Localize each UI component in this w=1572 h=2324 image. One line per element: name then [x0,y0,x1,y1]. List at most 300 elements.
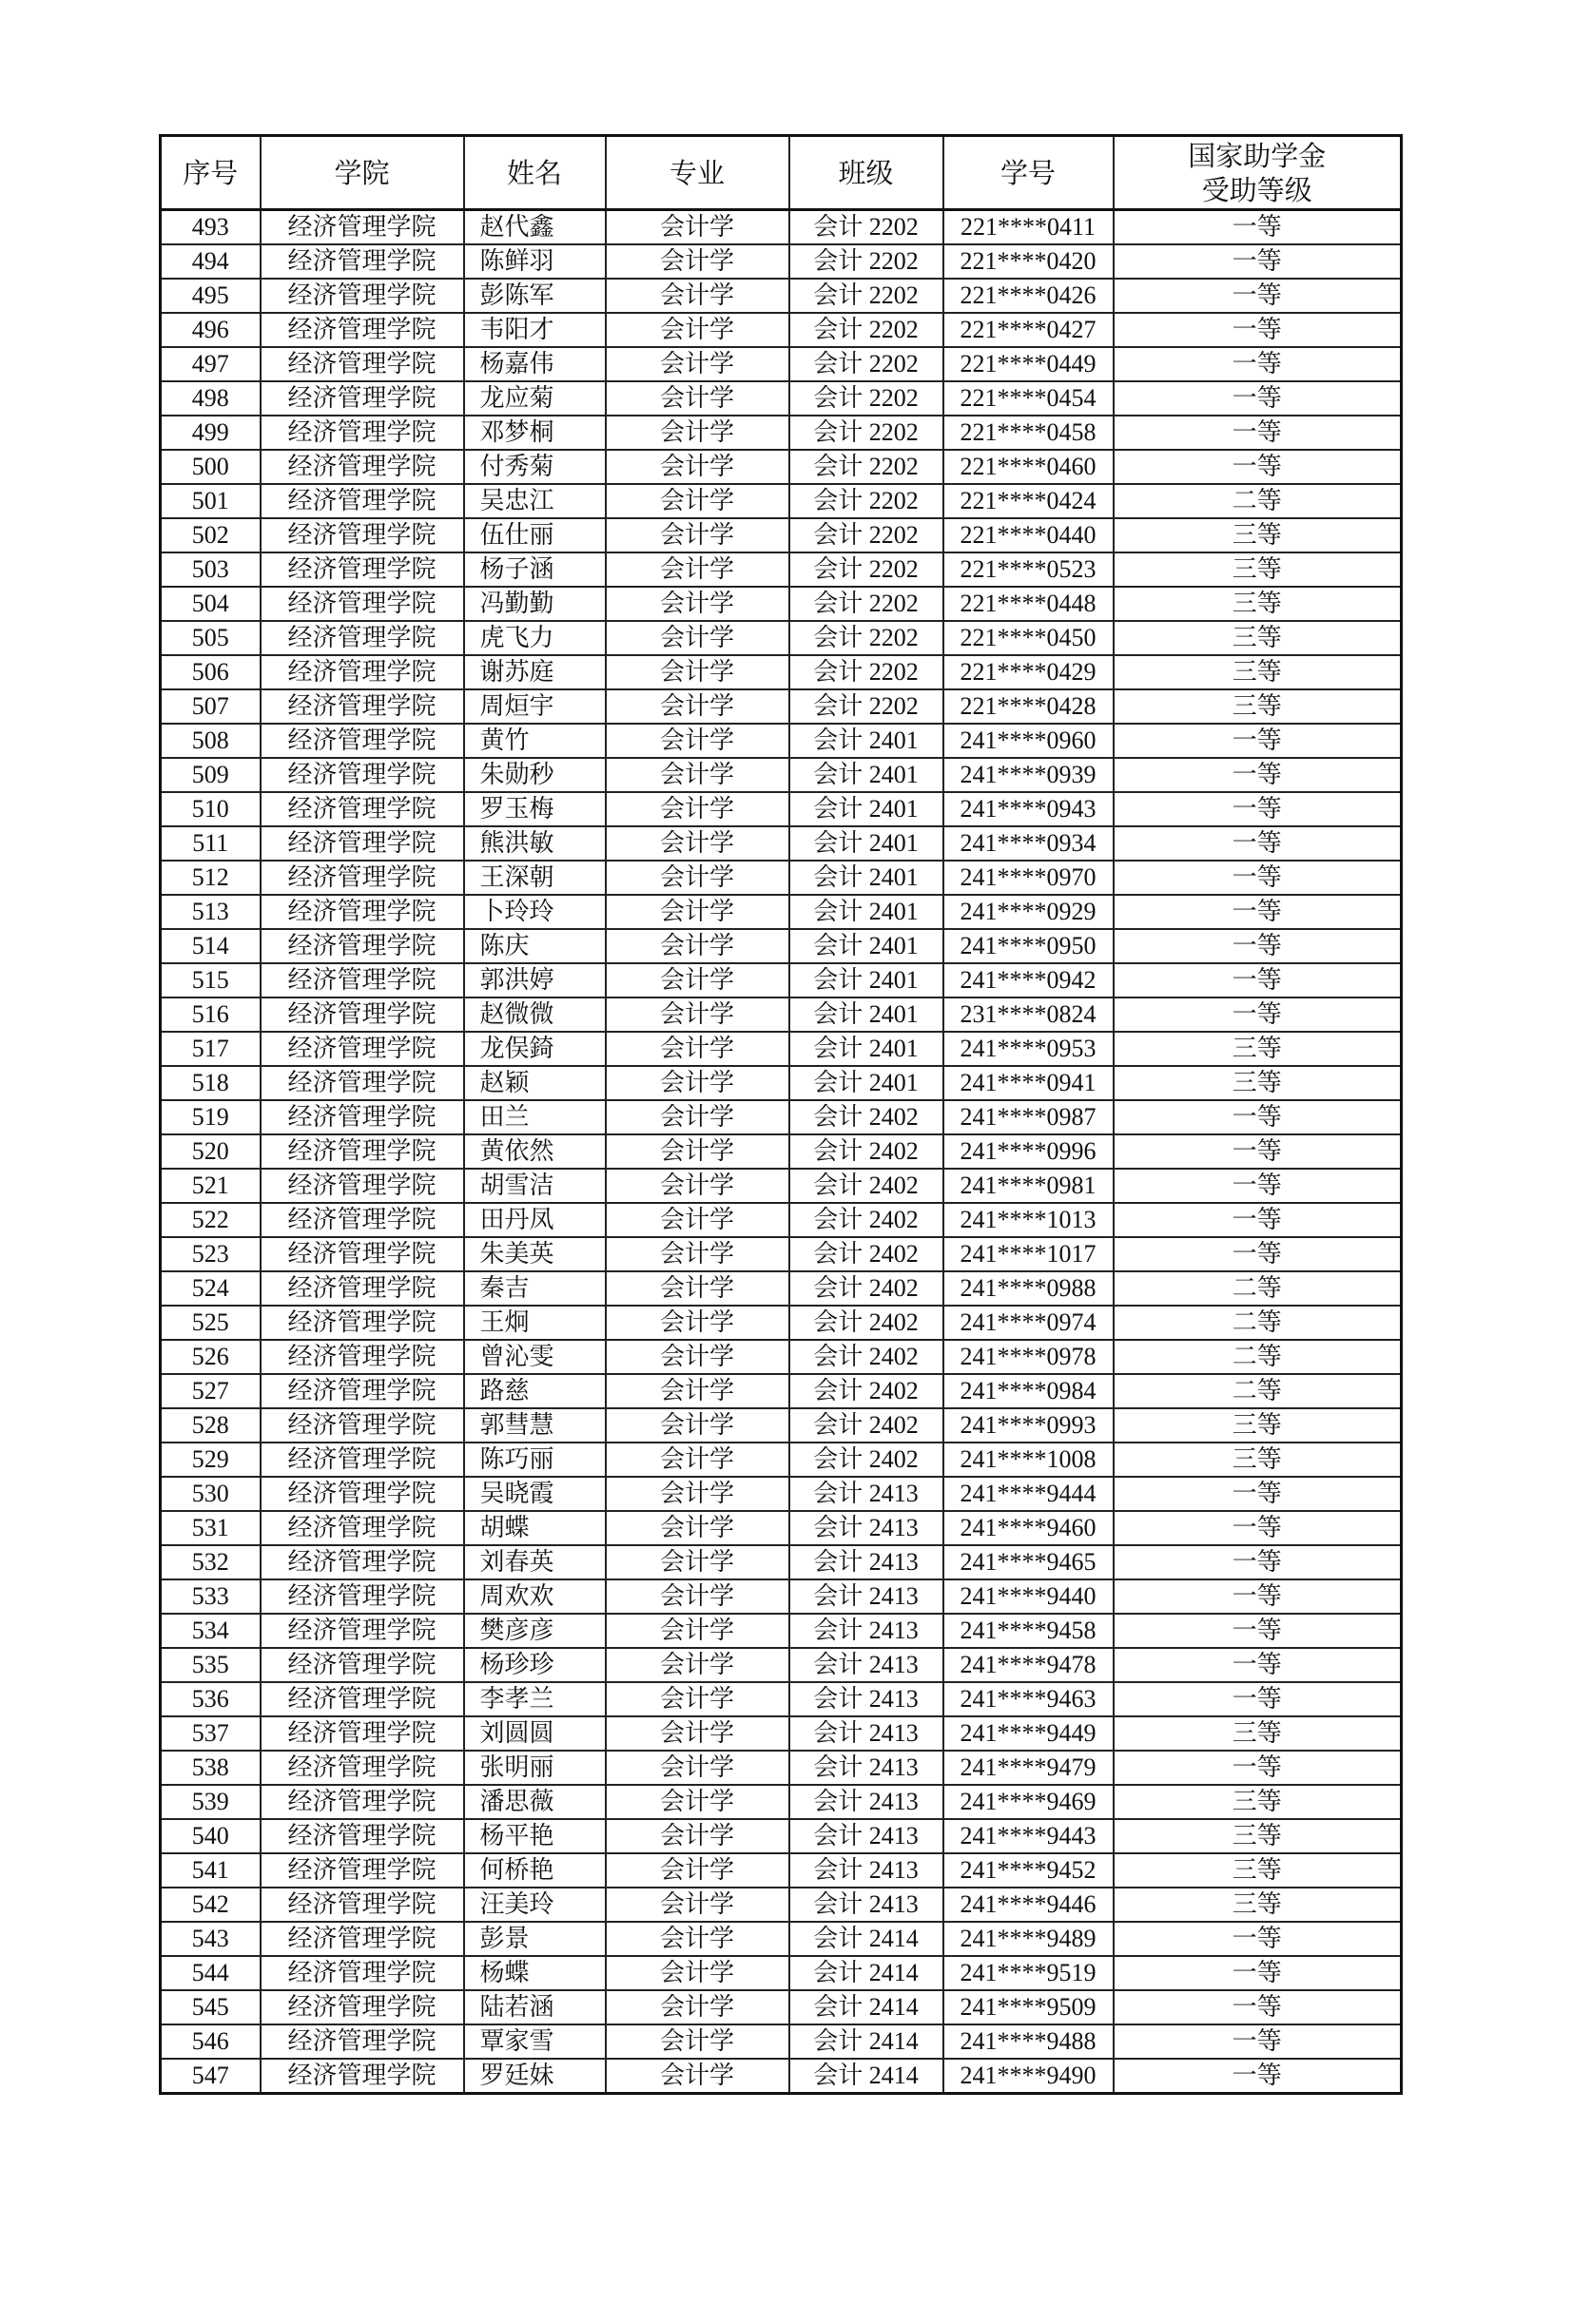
cell-no: 527 [161,1374,261,1408]
table-row [161,1066,1402,1100]
cell-college: 经济管理学院 [261,1203,464,1237]
cell-name: 陈鲜羽 [464,244,606,279]
cell-no: 507 [161,689,261,724]
cell-class: 会计 2402 [789,1237,943,1271]
cell-college: 经济管理学院 [261,1134,464,1169]
cell-no: 530 [161,1477,261,1511]
table-row [161,587,1402,621]
cell-no: 520 [161,1134,261,1169]
table-row [161,313,1402,347]
table-row [161,929,1402,963]
cell-student-id: 241****9449 [943,1716,1114,1751]
cell-student-id: 241****0981 [943,1169,1114,1203]
cell-grade: 二等 [1114,1306,1402,1340]
cell-class: 会计 2402 [789,1271,943,1306]
cell-name: 杨珍珍 [464,1648,606,1682]
cell-college: 经济管理学院 [261,1682,464,1716]
cell-college: 经济管理学院 [261,997,464,1032]
cell-major: 会计学 [606,2059,789,2094]
cell-grade: 一等 [1114,1682,1402,1716]
cell-class: 会计 2401 [789,861,943,895]
cell-name: 熊洪敏 [464,826,606,861]
cell-class: 会计 2202 [789,210,943,245]
cell-student-id: 241****1017 [943,1237,1114,1271]
cell-name: 虎飞力 [464,621,606,655]
cell-class: 会计 2413 [789,1716,943,1751]
table-row [161,1888,1402,1922]
cell-student-id: 241****0942 [943,963,1114,997]
cell-grade: 一等 [1114,1100,1402,1134]
cell-major: 会计学 [606,1819,789,1853]
cell-student-id: 241****0941 [943,1066,1114,1100]
cell-name: 刘圆圆 [464,1716,606,1751]
cell-name: 谢苏庭 [464,655,606,689]
header-major: 专业 [606,136,789,210]
cell-name: 路慈 [464,1374,606,1408]
cell-no: 510 [161,792,261,826]
cell-class: 会计 2413 [789,1682,943,1716]
cell-no: 495 [161,279,261,313]
cell-major: 会计学 [606,1408,789,1443]
cell-college: 经济管理学院 [261,1579,464,1614]
cell-class: 会计 2402 [789,1306,943,1340]
cell-college: 经济管理学院 [261,1819,464,1853]
cell-class: 会计 2413 [789,1545,943,1579]
cell-major: 会计学 [606,1443,789,1477]
cell-grade: 一等 [1114,1614,1402,1648]
table-row [161,1614,1402,1648]
cell-college: 经济管理学院 [261,1340,464,1374]
cell-college: 经济管理学院 [261,552,464,587]
cell-no: 502 [161,518,261,552]
cell-college: 经济管理学院 [261,587,464,621]
cell-name: 黄依然 [464,1134,606,1169]
cell-name: 周烜宇 [464,689,606,724]
cell-major: 会计学 [606,758,789,792]
table-row [161,210,1402,245]
cell-college: 经济管理学院 [261,484,464,518]
cell-no: 543 [161,1922,261,1956]
cell-major: 会计学 [606,1751,789,1785]
table-row [161,416,1402,450]
table-row [161,1306,1402,1340]
cell-student-id: 221****0454 [943,381,1114,416]
cell-college: 经济管理学院 [261,1477,464,1511]
cell-student-id: 241****9519 [943,1956,1114,1990]
cell-grade: 一等 [1114,2024,1402,2059]
cell-grade: 一等 [1114,450,1402,484]
cell-major: 会计学 [606,244,789,279]
cell-class: 会计 2413 [789,1477,943,1511]
cell-major: 会计学 [606,997,789,1032]
cell-major: 会计学 [606,1032,789,1066]
cell-major: 会计学 [606,279,789,313]
cell-grade: 一等 [1114,724,1402,758]
table-row [161,1853,1402,1888]
cell-no: 528 [161,1408,261,1443]
cell-name: 韦阳才 [464,313,606,347]
cell-name: 杨蝶 [464,1956,606,1990]
cell-class: 会计 2413 [789,1853,943,1888]
table-row [161,1990,1402,2024]
table-row [161,861,1402,895]
cell-no: 514 [161,929,261,963]
cell-major: 会计学 [606,1648,789,1682]
table-row [161,1237,1402,1271]
cell-grade: 一等 [1114,1169,1402,1203]
cell-college: 经济管理学院 [261,1751,464,1785]
cell-major: 会计学 [606,963,789,997]
cell-college: 经济管理学院 [261,1545,464,1579]
cell-college: 经济管理学院 [261,1511,464,1545]
cell-grade: 一等 [1114,2059,1402,2094]
cell-major: 会计学 [606,1716,789,1751]
cell-grade: 二等 [1114,1271,1402,1306]
cell-student-id: 241****0974 [943,1306,1114,1340]
cell-grade: 一等 [1114,929,1402,963]
cell-name: 龙应菊 [464,381,606,416]
cell-grade: 一等 [1114,1956,1402,1990]
cell-name: 邓梦桐 [464,416,606,450]
table-row [161,621,1402,655]
cell-class: 会计 2202 [789,381,943,416]
table-row [161,1443,1402,1477]
cell-name: 黄竹 [464,724,606,758]
cell-grade: 一等 [1114,1203,1402,1237]
table-row [161,2024,1402,2059]
cell-no: 511 [161,826,261,861]
cell-grade: 一等 [1114,416,1402,450]
cell-student-id: 241****9452 [943,1853,1114,1888]
cell-major: 会计学 [606,689,789,724]
cell-name: 王深朝 [464,861,606,895]
cell-major: 会计学 [606,450,789,484]
cell-college: 经济管理学院 [261,416,464,450]
header-name: 姓名 [464,136,606,210]
cell-major: 会计学 [606,861,789,895]
cell-class: 会计 2401 [789,895,943,929]
cell-name: 赵颖 [464,1066,606,1100]
cell-major: 会计学 [606,2024,789,2059]
cell-no: 525 [161,1306,261,1340]
cell-college: 经济管理学院 [261,1716,464,1751]
cell-class: 会计 2402 [789,1374,943,1408]
cell-grade: 一等 [1114,210,1402,245]
cell-class: 会计 2401 [789,1032,943,1066]
cell-grade: 三等 [1114,1408,1402,1443]
table-row [161,1203,1402,1237]
cell-no: 494 [161,244,261,279]
cell-no: 547 [161,2059,261,2094]
cell-college: 经济管理学院 [261,1614,464,1648]
cell-grade: 一等 [1114,244,1402,279]
cell-major: 会计学 [606,347,789,381]
cell-grade: 一等 [1114,997,1402,1032]
cell-student-id: 221****0460 [943,450,1114,484]
cell-name: 杨子涵 [464,552,606,587]
cell-major: 会计学 [606,1614,789,1648]
cell-grade: 三等 [1114,655,1402,689]
cell-class: 会计 2202 [789,518,943,552]
cell-major: 会计学 [606,724,789,758]
cell-no: 515 [161,963,261,997]
cell-college: 经济管理学院 [261,1169,464,1203]
cell-no: 513 [161,895,261,929]
cell-student-id: 241****9440 [943,1579,1114,1614]
cell-student-id: 241****0988 [943,1271,1114,1306]
cell-class: 会计 2402 [789,1408,943,1443]
cell-name: 冯勤勤 [464,587,606,621]
cell-grade: 三等 [1114,1716,1402,1751]
cell-class: 会计 2413 [789,1511,943,1545]
cell-name: 付秀菊 [464,450,606,484]
table-row [161,1511,1402,1545]
cell-college: 经济管理学院 [261,518,464,552]
cell-no: 526 [161,1340,261,1374]
cell-class: 会计 2402 [789,1340,943,1374]
table-row [161,1819,1402,1853]
table-row [161,1545,1402,1579]
cell-class: 会计 2401 [789,963,943,997]
cell-name: 龙俣錡 [464,1032,606,1066]
cell-grade: 三等 [1114,1819,1402,1853]
table-row [161,963,1402,997]
cell-student-id: 241****0996 [943,1134,1114,1169]
cell-student-id: 241****0939 [943,758,1114,792]
cell-student-id: 241****9490 [943,2059,1114,2094]
cell-student-id: 241****9465 [943,1545,1114,1579]
table-row [161,1751,1402,1785]
cell-major: 会计学 [606,1853,789,1888]
cell-grade: 一等 [1114,895,1402,929]
cell-major: 会计学 [606,895,789,929]
cell-class: 会计 2413 [789,1579,943,1614]
cell-no: 535 [161,1648,261,1682]
cell-class: 会计 2414 [789,1922,943,1956]
cell-no: 509 [161,758,261,792]
cell-college: 经济管理学院 [261,655,464,689]
cell-no: 497 [161,347,261,381]
cell-major: 会计学 [606,1237,789,1271]
cell-student-id: 241****0987 [943,1100,1114,1134]
cell-name: 胡雪洁 [464,1169,606,1203]
cell-major: 会计学 [606,1169,789,1203]
cell-no: 493 [161,210,261,245]
cell-college: 经济管理学院 [261,1237,464,1271]
cell-no: 498 [161,381,261,416]
cell-college: 经济管理学院 [261,758,464,792]
cell-college: 经济管理学院 [261,963,464,997]
cell-student-id: 241****9509 [943,1990,1114,2024]
cell-grade: 一等 [1114,792,1402,826]
cell-no: 516 [161,997,261,1032]
cell-name: 伍仕丽 [464,518,606,552]
cell-major: 会计学 [606,1888,789,1922]
cell-class: 会计 2413 [789,1819,943,1853]
cell-student-id: 241****9478 [943,1648,1114,1682]
cell-student-id: 221****0458 [943,416,1114,450]
cell-college: 经济管理学院 [261,1888,464,1922]
cell-class: 会计 2202 [789,416,943,450]
table-row [161,1374,1402,1408]
cell-college: 经济管理学院 [261,1648,464,1682]
header-grant-grade [1114,136,1402,210]
cell-college: 经济管理学院 [261,1032,464,1066]
cell-college: 经济管理学院 [261,929,464,963]
table-row [161,1134,1402,1169]
cell-college: 经济管理学院 [261,347,464,381]
cell-major: 会计学 [606,1990,789,2024]
cell-no: 532 [161,1545,261,1579]
cell-student-id: 221****0523 [943,552,1114,587]
cell-major: 会计学 [606,552,789,587]
cell-college: 经济管理学院 [261,1408,464,1443]
cell-major: 会计学 [606,1579,789,1614]
cell-class: 会计 2401 [789,997,943,1032]
cell-grade: 一等 [1114,1477,1402,1511]
cell-class: 会计 2401 [789,724,943,758]
grant-recipients-table [159,134,1403,2095]
table-row [161,484,1402,518]
cell-major: 会计学 [606,826,789,861]
cell-no: 536 [161,1682,261,1716]
cell-class: 会计 2414 [789,1956,943,1990]
cell-class: 会计 2413 [789,1614,943,1648]
cell-student-id: 231****0824 [943,997,1114,1032]
cell-class: 会计 2401 [789,826,943,861]
cell-grade: 三等 [1114,689,1402,724]
cell-major: 会计学 [606,1956,789,1990]
cell-college: 经济管理学院 [261,1922,464,1956]
cell-college: 经济管理学院 [261,1443,464,1477]
cell-student-id: 241****1008 [943,1443,1114,1477]
cell-college: 经济管理学院 [261,2024,464,2059]
cell-college: 经济管理学院 [261,1785,464,1819]
cell-name: 朱勋秒 [464,758,606,792]
cell-grade: 一等 [1114,1751,1402,1785]
cell-no: 496 [161,313,261,347]
cell-college: 经济管理学院 [261,1100,464,1134]
cell-major: 会计学 [606,792,789,826]
cell-grade: 二等 [1114,1374,1402,1408]
cell-no: 545 [161,1990,261,2024]
table-row [161,1579,1402,1614]
cell-student-id: 241****0929 [943,895,1114,929]
table-header-row [161,136,1402,210]
cell-class: 会计 2402 [789,1134,943,1169]
cell-class: 会计 2202 [789,244,943,279]
cell-student-id: 241****0960 [943,724,1114,758]
cell-major: 会计学 [606,1306,789,1340]
cell-major: 会计学 [606,1785,789,1819]
cell-college: 经济管理学院 [261,381,464,416]
cell-major: 会计学 [606,1203,789,1237]
cell-student-id: 221****0448 [943,587,1114,621]
cell-student-id: 221****0429 [943,655,1114,689]
cell-class: 会计 2202 [789,484,943,518]
cell-student-id: 241****9489 [943,1922,1114,1956]
cell-name: 罗廷妹 [464,2059,606,2094]
cell-no: 505 [161,621,261,655]
table-row [161,758,1402,792]
header-no: 序号 [161,136,261,210]
cell-major: 会计学 [606,1477,789,1511]
table-row [161,518,1402,552]
cell-class: 会计 2401 [789,758,943,792]
table-row [161,381,1402,416]
cell-student-id: 241****9443 [943,1819,1114,1853]
cell-name: 胡蝶 [464,1511,606,1545]
cell-major: 会计学 [606,1682,789,1716]
cell-grade: 一等 [1114,963,1402,997]
cell-name: 何桥艳 [464,1853,606,1888]
cell-name: 郭彗慧 [464,1408,606,1443]
cell-student-id: 241****0978 [943,1340,1114,1374]
cell-college: 经济管理学院 [261,826,464,861]
cell-student-id: 241****9460 [943,1511,1114,1545]
cell-student-id: 241****9463 [943,1682,1114,1716]
table-row [161,1922,1402,1956]
table-row [161,895,1402,929]
cell-no: 503 [161,552,261,587]
cell-grade: 一等 [1114,381,1402,416]
table-row [161,1169,1402,1203]
cell-class: 会计 2413 [789,1648,943,1682]
cell-major: 会计学 [606,381,789,416]
cell-name: 覃家雪 [464,2024,606,2059]
cell-student-id: 241****0934 [943,826,1114,861]
cell-student-id: 241****9479 [943,1751,1114,1785]
cell-name: 汪美玲 [464,1888,606,1922]
cell-name: 王炯 [464,1306,606,1340]
cell-college: 经济管理学院 [261,1306,464,1340]
cell-name: 卜玲玲 [464,895,606,929]
cell-no: 504 [161,587,261,621]
cell-grade: 一等 [1114,1922,1402,1956]
table-row [161,1271,1402,1306]
cell-class: 会计 2402 [789,1443,943,1477]
cell-no: 523 [161,1237,261,1271]
table-row [161,655,1402,689]
table-row [161,1408,1402,1443]
cell-name: 彭景 [464,1922,606,1956]
cell-class: 会计 2202 [789,552,943,587]
table-row [161,347,1402,381]
header-grant-grade-line1: 国家助学金 [1188,139,1327,172]
header-college: 学院 [261,136,464,210]
cell-major: 会计学 [606,1922,789,1956]
table-body [161,210,1402,2094]
cell-name: 赵代鑫 [464,210,606,245]
cell-student-id: 241****9458 [943,1614,1114,1648]
cell-name: 李孝兰 [464,1682,606,1716]
cell-name: 田丹凤 [464,1203,606,1237]
cell-no: 537 [161,1716,261,1751]
cell-class: 会计 2402 [789,1169,943,1203]
cell-grade: 一等 [1114,313,1402,347]
header-student-id: 学号 [943,136,1114,210]
cell-grade: 一等 [1114,1545,1402,1579]
cell-student-id: 221****0424 [943,484,1114,518]
cell-class: 会计 2414 [789,2059,943,2094]
cell-no: 519 [161,1100,261,1134]
cell-grade: 一等 [1114,1579,1402,1614]
cell-major: 会计学 [606,655,789,689]
cell-student-id: 221****0428 [943,689,1114,724]
cell-grade: 三等 [1114,587,1402,621]
cell-name: 潘思薇 [464,1785,606,1819]
table-row [161,792,1402,826]
